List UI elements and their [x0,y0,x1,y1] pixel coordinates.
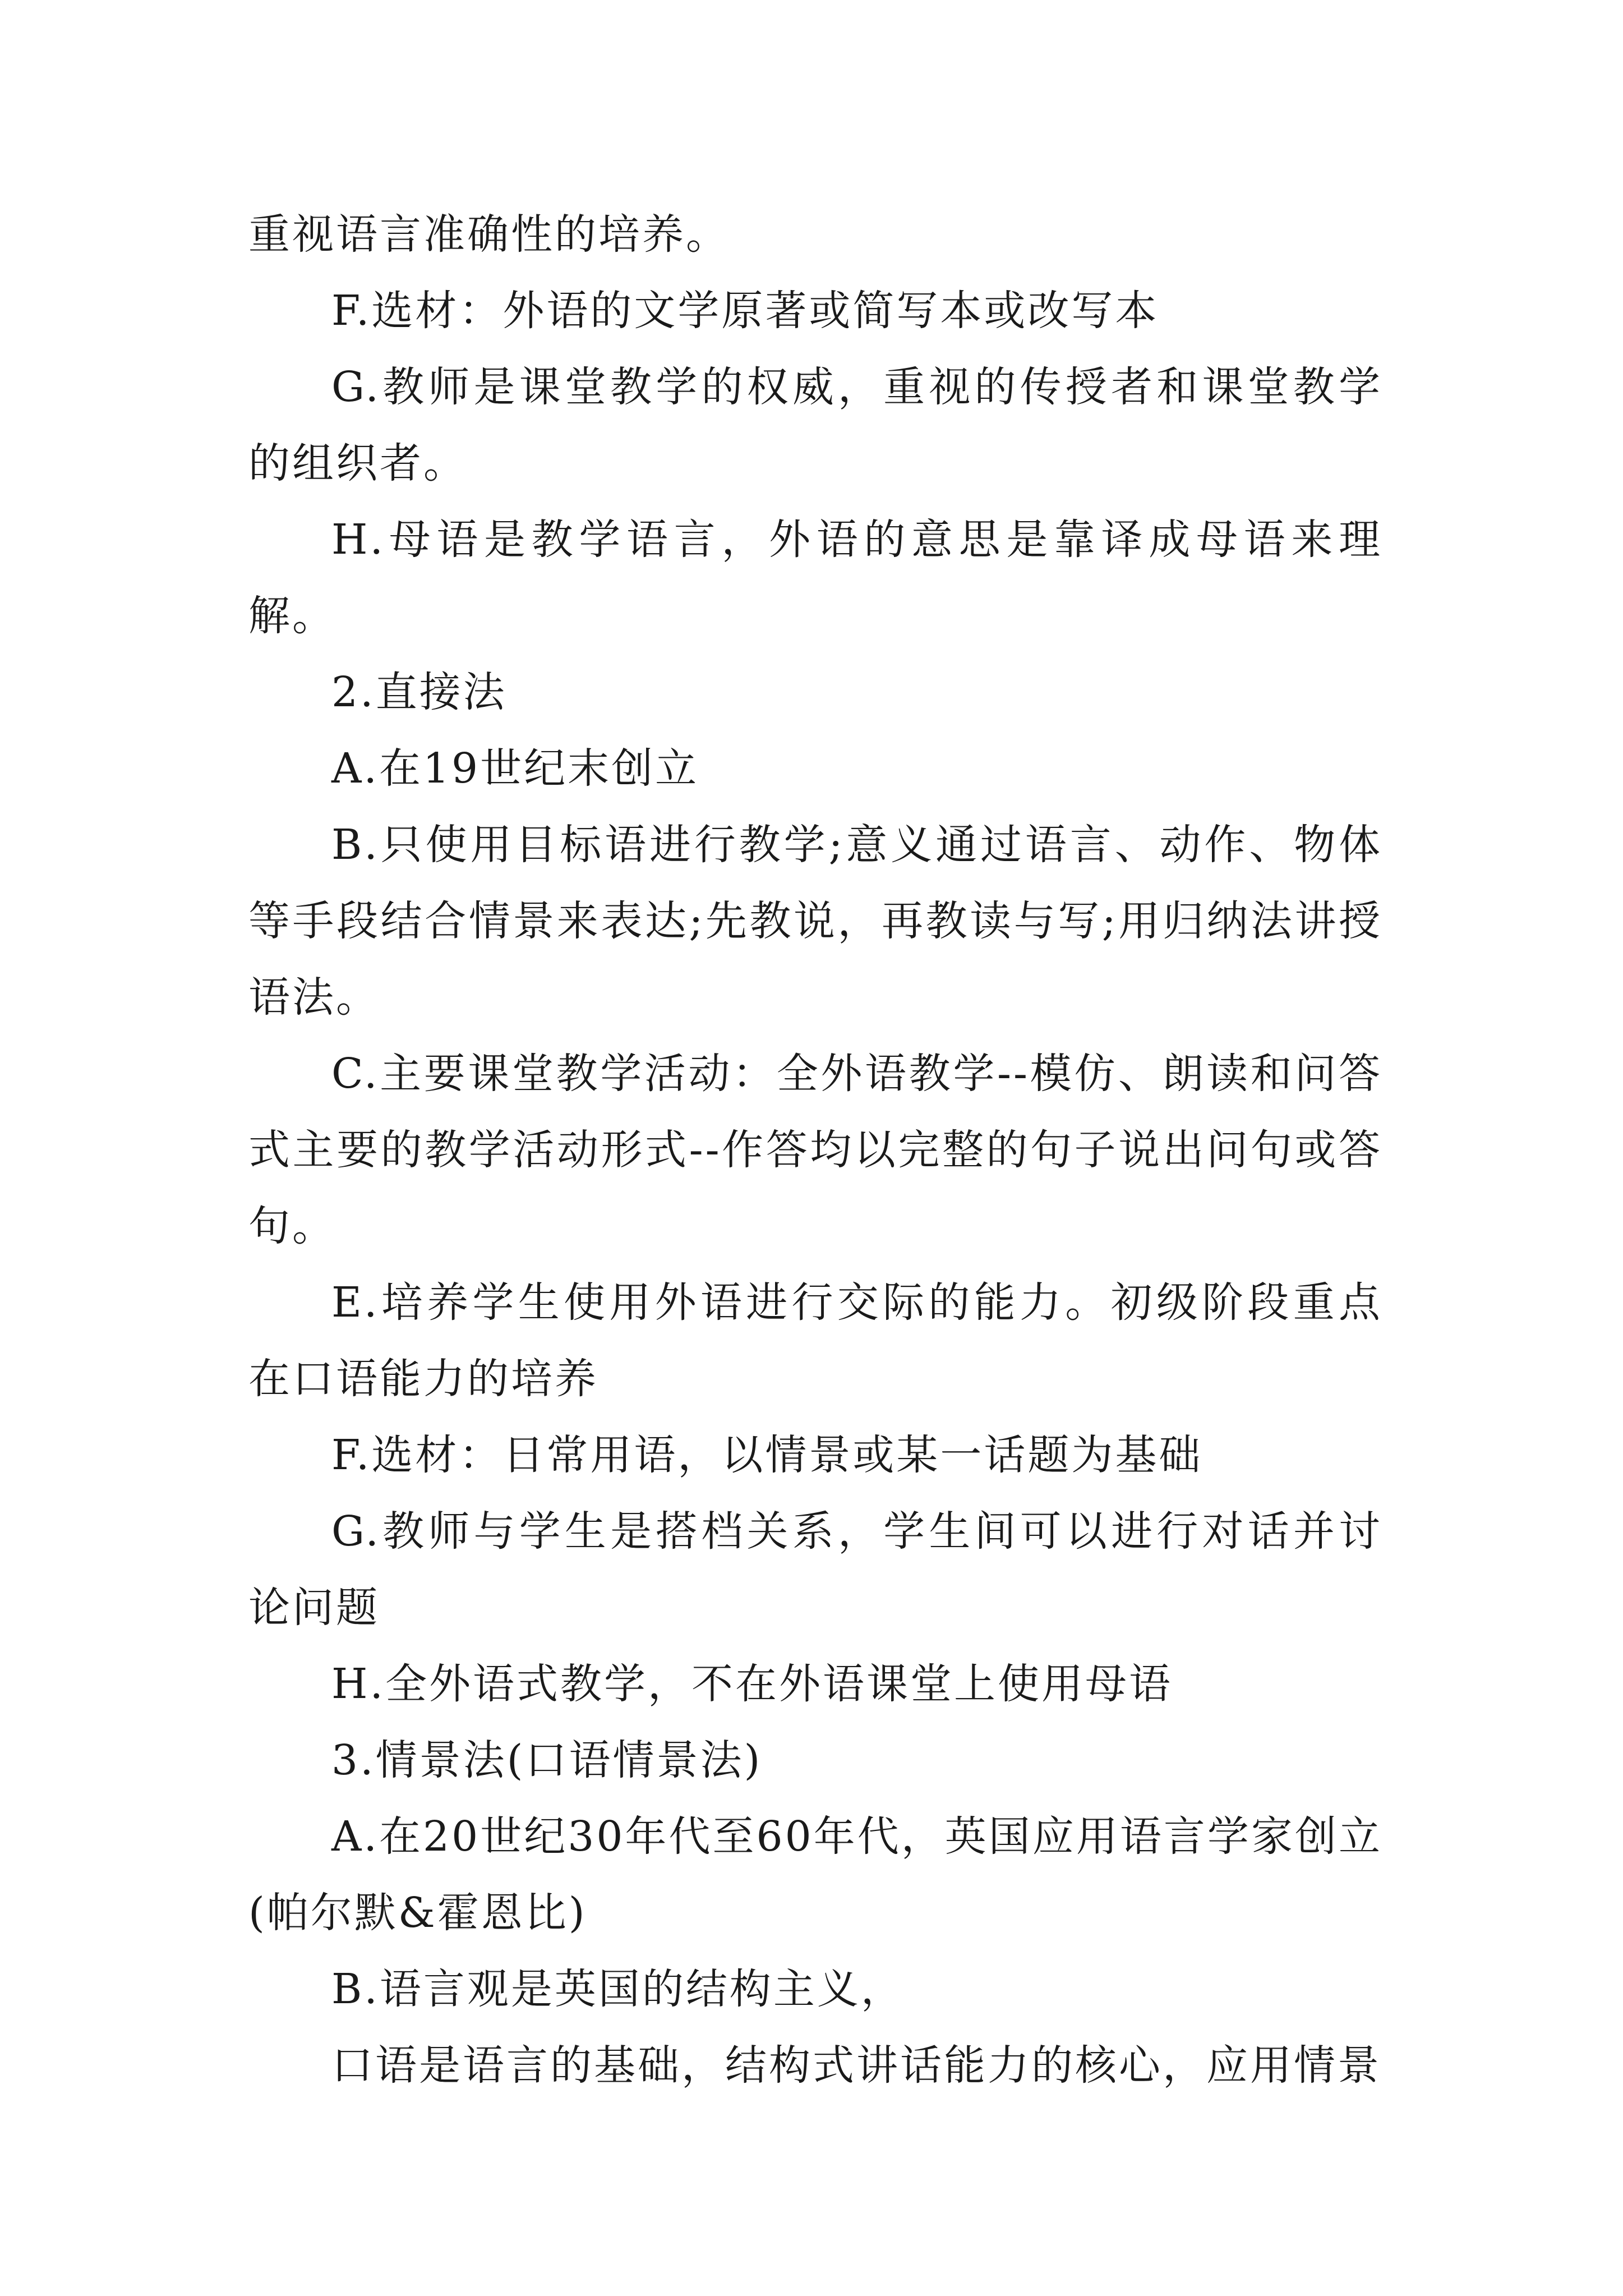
paragraph-6: A.在19世纪末创立 [331,744,699,793]
paragraph-9: E.培养学生使用外语进行交际的能力。初级阶段重点在口语能力的培养 [248,1278,1382,1403]
paragraph-1: 重视语言准确性的培养。 [248,210,730,259]
paragraph-11: G.教师与学生是搭档关系，学生间可以进行对话并讨论问题 [248,1507,1382,1632]
paragraph-15: B.语言观是英国的结构主义， [331,1965,905,2013]
section-heading-situational-method: 3.情景法(口语情景法) [331,1736,763,1784]
document-body [248,196,1382,2104]
paragraph-12: H.全外语式教学，不在外语课堂上使用母语 [331,1660,1173,1708]
section-heading-direct-method: 2.直接法 [331,668,507,716]
paragraph-3: G.教师是课堂教学的权威，重视的传授者和课堂教学的组织者。 [248,363,1382,487]
paragraph-7: B.只使用目标语进行教学;意义通过语言、动作、物体等手段结合情景来表达;先教说，再教读与写;用归纳法讲授语法。 [248,821,1382,1022]
paragraph-8: C.主要课堂教学活动：全外语教学--模仿、朗读和问答式主要的教学活动形式--作答均以完整的句子说出问句或答句。 [248,1050,1382,1250]
paragraph-16: 口语是语言的基础，结构式讲话能力的核心，应用情景 [331,2041,1381,2090]
paragraph-4: H.母语是教学语言，外语的意思是靠译成母语来理解。 [248,516,1382,640]
paragraph-2: F.选材：外语的文学原著或简写本或改写本 [331,287,1159,335]
paragraph-10: F.选材：日常用语，以情景或某一话题为基础 [331,1431,1203,1479]
paragraph-14: A.在20世纪30年代至60年代，英国应用语言学家创立(帕尔默&霍恩比) [248,1812,1382,1937]
